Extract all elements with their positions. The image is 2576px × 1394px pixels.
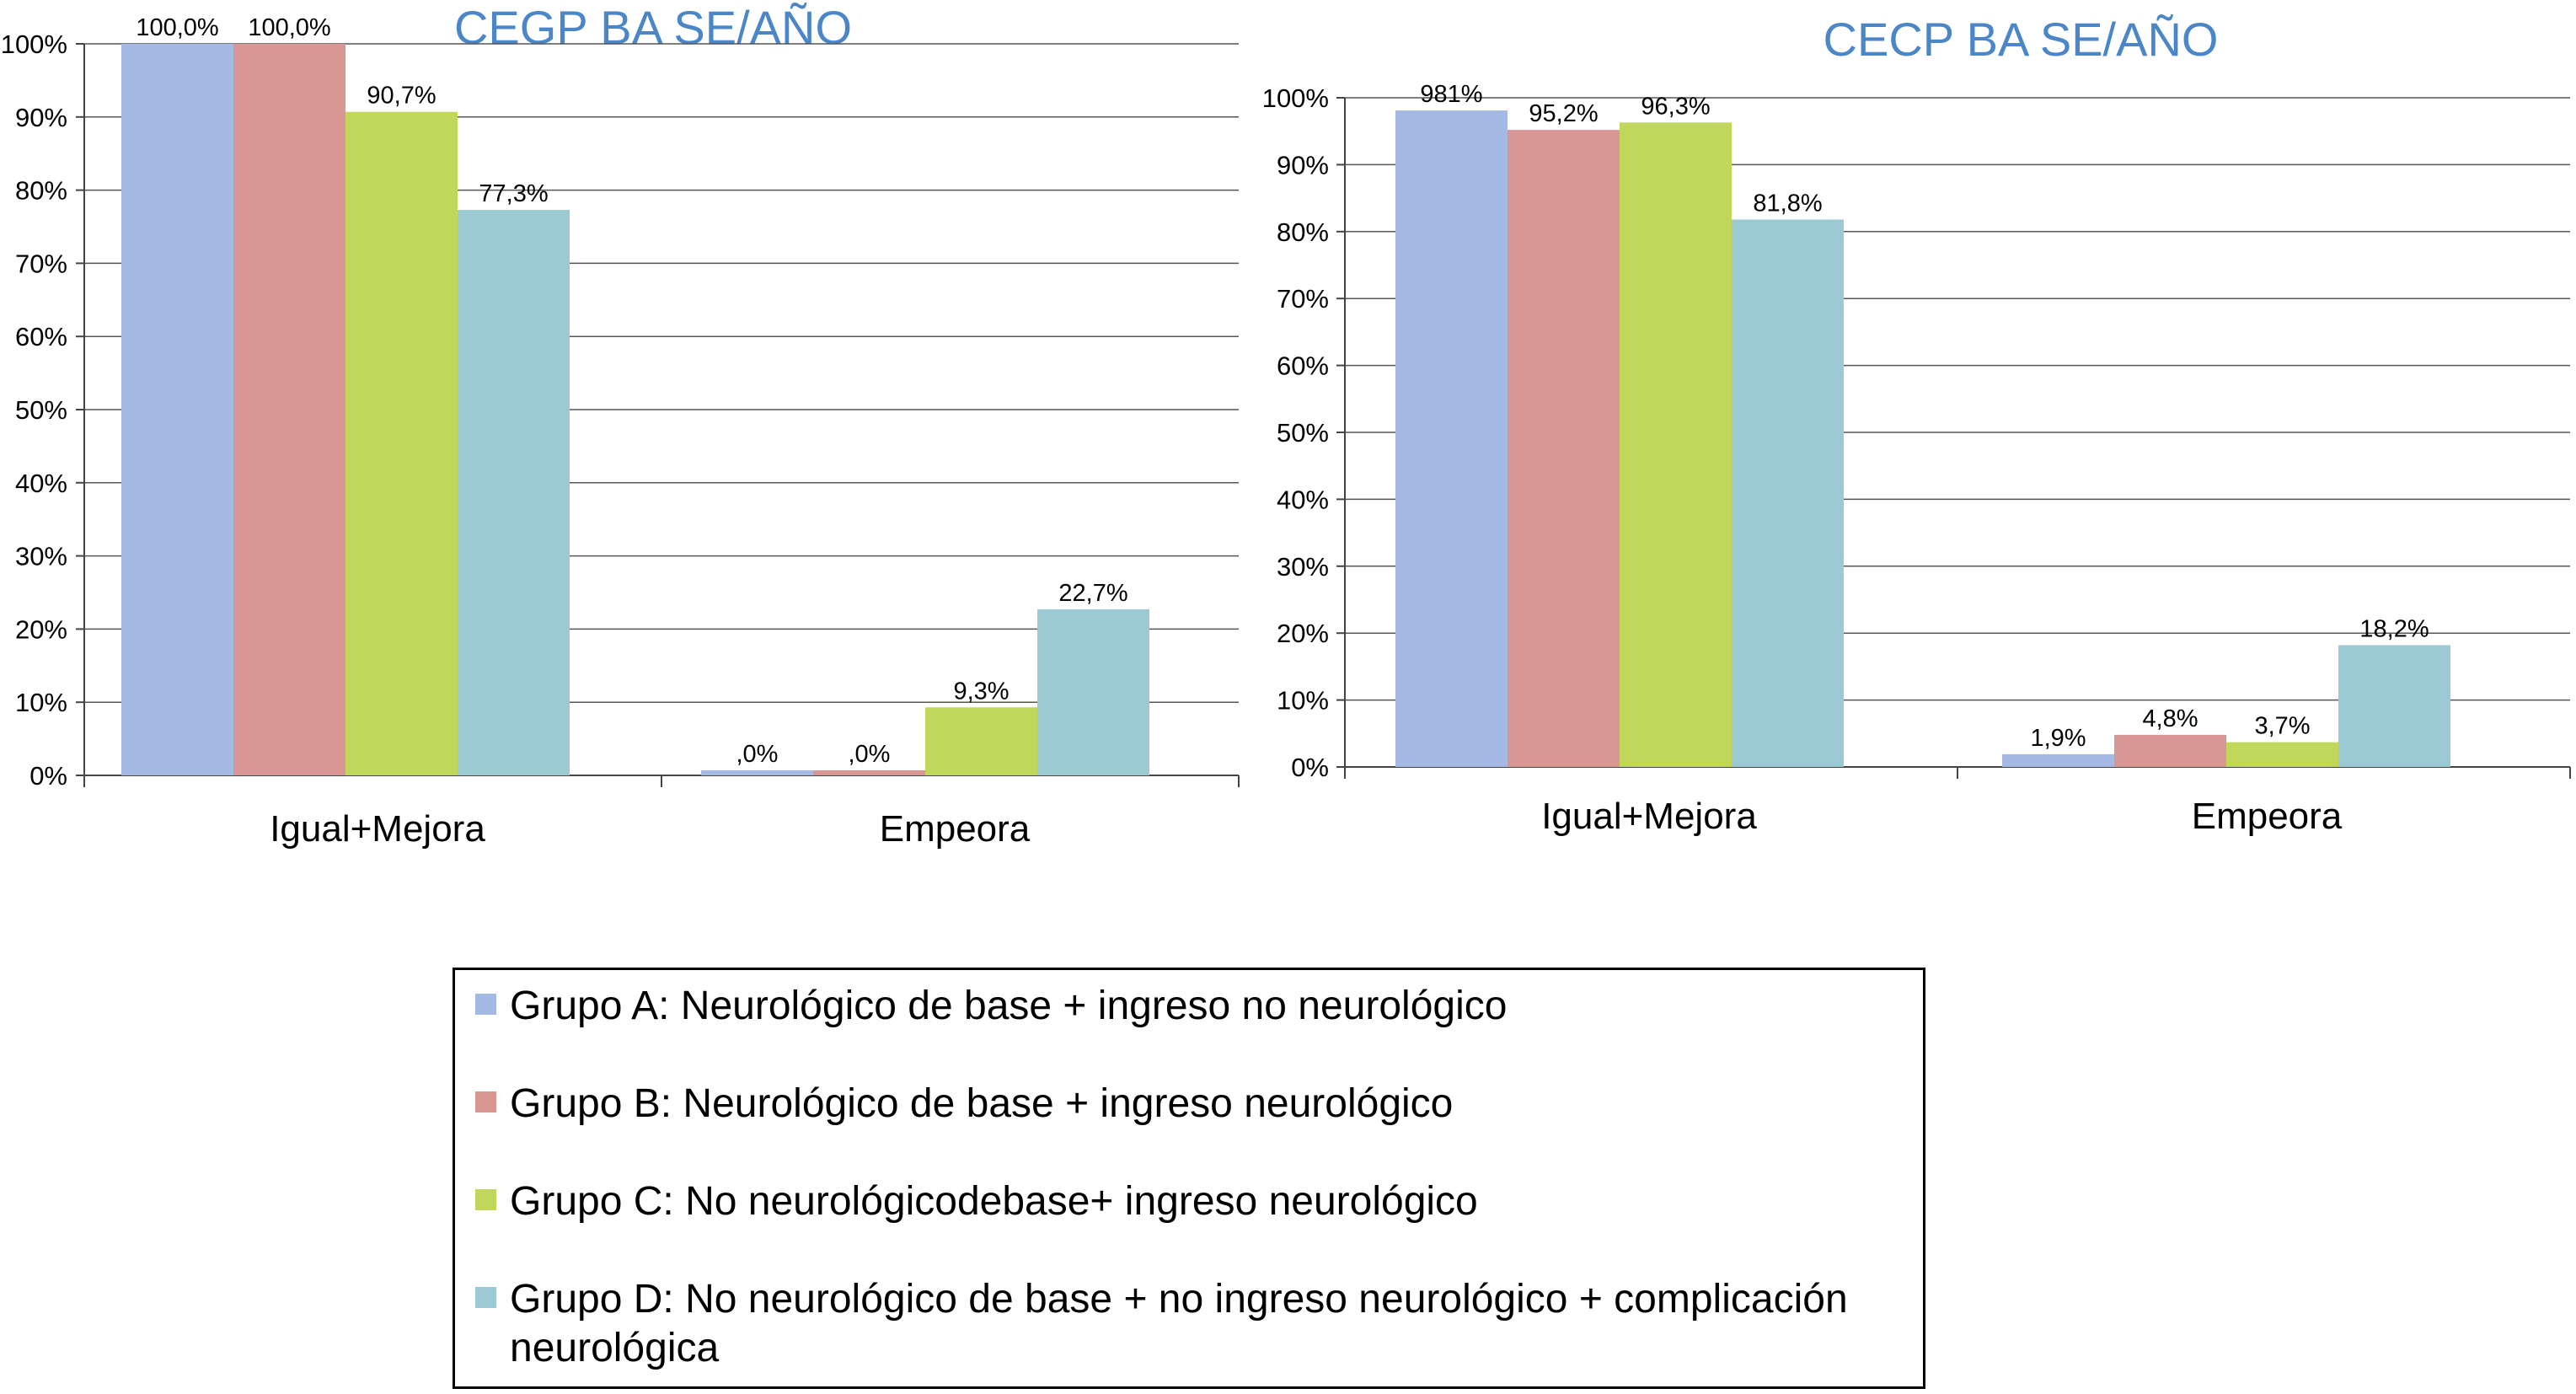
y-tick-label: 100% xyxy=(1261,83,1329,113)
legend-swatch-group-c xyxy=(475,1189,496,1210)
bar-group-c-igual-mejora xyxy=(1620,122,1732,767)
category-label: Igual+Mejora xyxy=(270,808,485,850)
legend-item-group-d xyxy=(475,1275,1858,1373)
data-label: 3,7% xyxy=(2254,712,2311,740)
legend-item-group-b xyxy=(475,1080,1858,1129)
data-label: 81,8% xyxy=(1753,190,1823,217)
bar-group-d-igual-mejora xyxy=(1732,220,1844,767)
category-label: Empeora xyxy=(2191,796,2343,837)
data-label: 9,3% xyxy=(953,678,1010,705)
y-tick-label: 50% xyxy=(14,395,67,425)
bar-group-a-igual-mejora xyxy=(121,44,233,775)
legend-label-group-b: Grupo B: Neurológico de base + ingreso neurológico xyxy=(510,1081,1454,1126)
data-label: ,0% xyxy=(848,741,891,768)
bar-group-c-igual-mejora xyxy=(345,112,458,775)
bar-group-a-empeora xyxy=(701,770,813,775)
bar-group-d-igual-mejora xyxy=(458,210,570,775)
y-tick-label: 100% xyxy=(0,29,67,59)
legend-label-group-c: Grupo C: No neurológicodebase+ ingreso neurológico xyxy=(510,1179,1478,1224)
y-tick-label: 20% xyxy=(14,614,67,645)
bar-group-b-igual-mejora xyxy=(233,44,345,775)
bar-group-c-empeora xyxy=(2226,743,2338,767)
y-tick-label: 50% xyxy=(1276,418,1329,448)
y-tick-label: 20% xyxy=(1276,619,1329,649)
data-label: 100,0% xyxy=(136,14,219,41)
y-tick-label: 70% xyxy=(14,249,67,279)
legend-swatch-group-b xyxy=(475,1091,496,1113)
y-tick-label: 90% xyxy=(1276,150,1329,180)
y-tick-label: 90% xyxy=(14,102,67,132)
bar-group-a-empeora xyxy=(2002,754,2114,767)
data-label: ,0% xyxy=(736,741,779,768)
data-label: 95,2% xyxy=(1529,100,1599,128)
bar-group-b-empeora xyxy=(813,770,925,775)
legend-label-group-a: Grupo A: Neurológico de base + ingreso no neurológico xyxy=(510,984,1508,1028)
y-tick-label: 30% xyxy=(1276,551,1329,582)
legend-swatch-group-a xyxy=(475,994,496,1015)
data-label: 96,3% xyxy=(1641,93,1711,121)
category-label: Igual+Mejora xyxy=(1541,796,1757,837)
y-tick-label: 0% xyxy=(1291,753,1329,782)
bar-group-d-empeora xyxy=(1037,609,1149,775)
bar-group-d-empeora xyxy=(2338,645,2450,767)
y-tick-label: 10% xyxy=(14,688,67,718)
legend-swatch-group-d xyxy=(475,1287,496,1308)
y-tick-label: 40% xyxy=(1276,485,1329,515)
bar-group-a-igual-mejora xyxy=(1395,110,1508,767)
data-label: 1,9% xyxy=(2030,724,2086,752)
legend-item-group-a xyxy=(475,982,1858,1031)
y-tick-label: 60% xyxy=(1276,351,1329,381)
data-label: 18,2% xyxy=(2359,615,2429,643)
category-label: Empeora xyxy=(879,808,1031,850)
data-label: 90,7% xyxy=(367,82,436,110)
data-label: 100,0% xyxy=(248,14,331,41)
data-label: 981% xyxy=(1420,81,1483,109)
y-tick-label: 70% xyxy=(1276,284,1329,314)
y-tick-label: 0% xyxy=(29,761,67,791)
bar-group-b-igual-mejora xyxy=(1508,130,1620,767)
legend-label-group-d: Grupo D: No neurológico de base + no ingreso neurológico + complicación neurológica xyxy=(510,1277,1848,1370)
data-label: 4,8% xyxy=(2142,705,2198,732)
data-label: 22,7% xyxy=(1058,579,1128,607)
bar-group-b-empeora xyxy=(2114,735,2226,767)
y-tick-label: 10% xyxy=(1276,685,1329,716)
chart-title: CEGP BA SE/AÑO xyxy=(453,1,853,54)
y-tick-label: 60% xyxy=(14,322,67,352)
bar-group-c-empeora xyxy=(925,707,1037,775)
y-tick-label: 30% xyxy=(14,541,67,571)
legend xyxy=(453,968,1925,1389)
legend-item-group-c xyxy=(475,1177,1858,1226)
y-tick-label: 40% xyxy=(14,468,67,498)
y-tick-label: 80% xyxy=(14,175,67,206)
data-label: 77,3% xyxy=(479,180,549,208)
chart-title: CECP BA SE/AÑO xyxy=(1823,13,2219,66)
y-tick-label: 80% xyxy=(1276,217,1329,247)
